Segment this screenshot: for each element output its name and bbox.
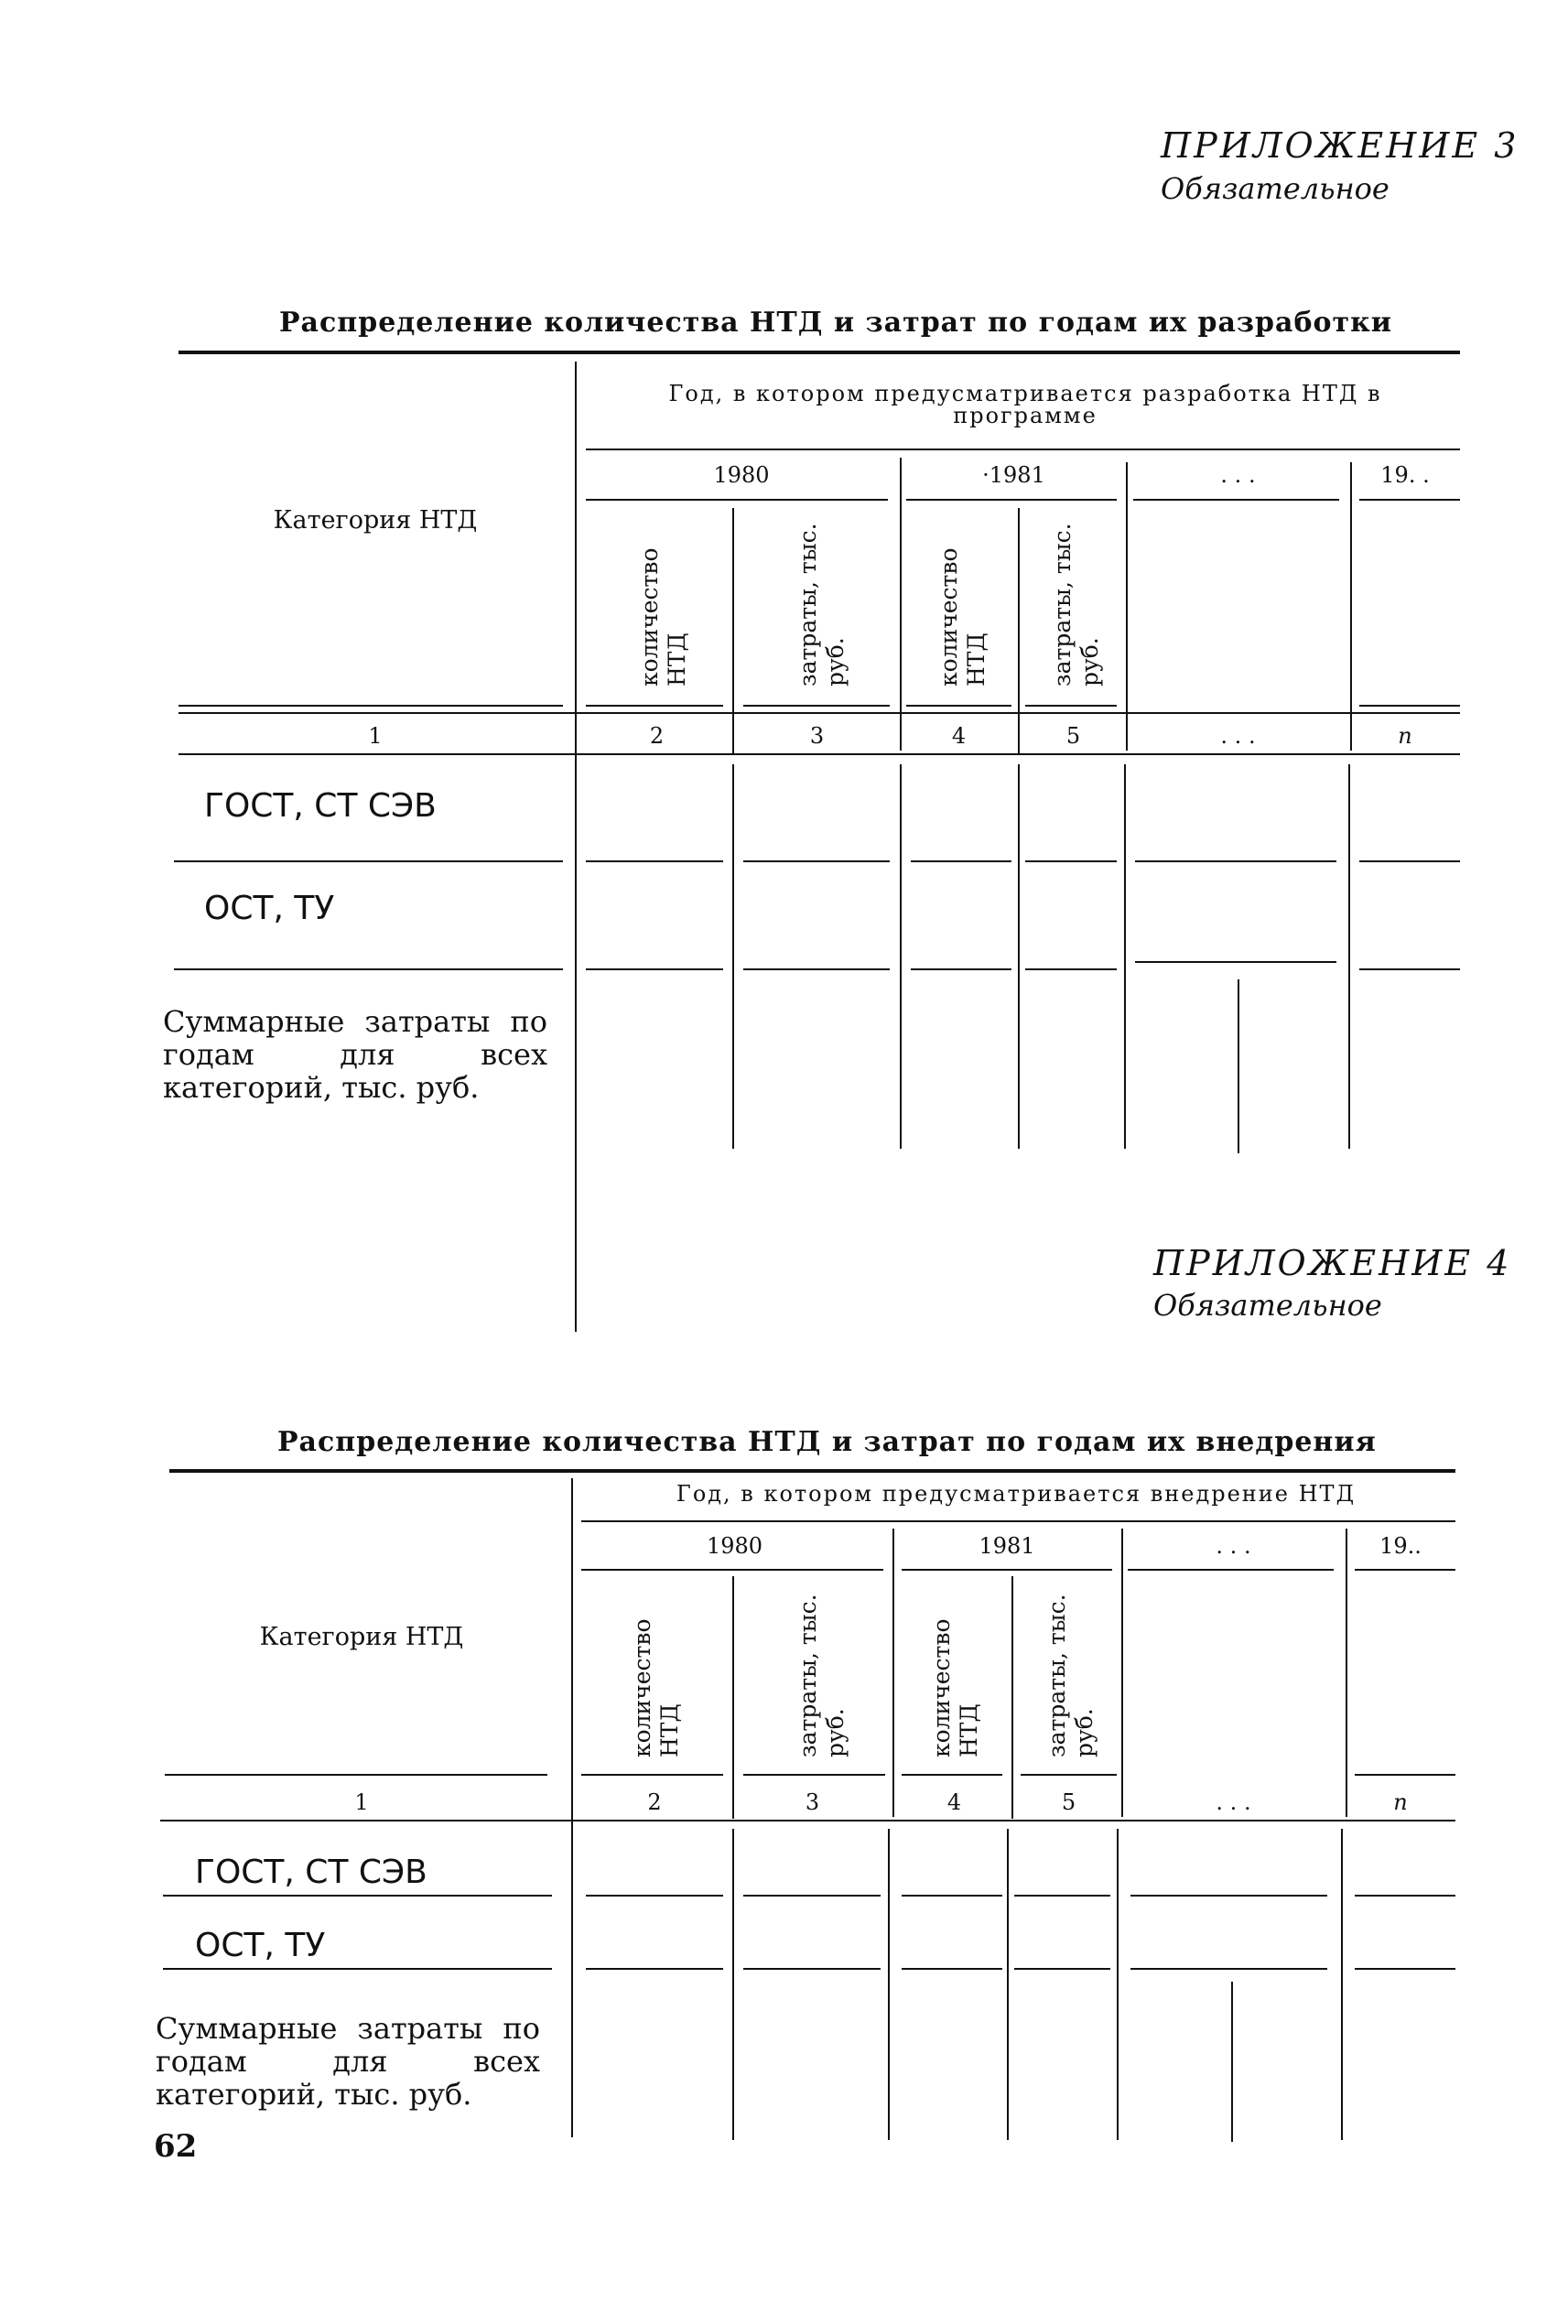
- category-header: Категория НТД: [273, 506, 478, 535]
- divider: [1011, 1576, 1013, 1819]
- divider: [1021, 1774, 1117, 1776]
- divider: [1341, 1829, 1343, 2140]
- divider: [1014, 1895, 1110, 1897]
- subheader-cost: затраты, тыс. руб.: [795, 1594, 849, 1757]
- col-num-3: 3: [805, 1789, 820, 1815]
- year-ellipsis: . . .: [1220, 462, 1256, 488]
- divider: [902, 1968, 1002, 1970]
- year-header-rule: [581, 1520, 1455, 1522]
- subheader-qty: количество НТД: [928, 1618, 982, 1757]
- appendix-4-status: Обязательное: [1153, 1288, 1382, 1323]
- appendix-3-heading: ПРИЛОЖЕНИЕ 3: [1161, 125, 1519, 166]
- divider: [892, 1529, 894, 1817]
- divider: [163, 1895, 552, 1897]
- divider: [1007, 1829, 1009, 2140]
- divider: [743, 1774, 885, 1776]
- year-group-header: Год, в котором предусматривается внедрение НТД: [676, 1481, 1357, 1507]
- divider: [1355, 1968, 1455, 1970]
- divider: [1231, 1982, 1233, 2142]
- appendix-3-title: Распределение количества НТД и затрат по годам их разработки: [279, 307, 1392, 339]
- divider: [586, 1895, 723, 1897]
- appendix-4-heading: ПРИЛОЖЕНИЕ 4: [1153, 1243, 1512, 1283]
- col-num-4: 4: [946, 1789, 962, 1815]
- year-1980: 1980: [706, 1533, 763, 1559]
- appendix-4-title: Распределение количества НТД и затрат по годам их внедрения: [277, 1426, 1377, 1458]
- year-1981: 1981: [979, 1533, 1035, 1559]
- col-num-n: n: [1398, 723, 1412, 749]
- col-num-2: 2: [647, 1789, 662, 1815]
- divider: [1121, 1529, 1123, 1817]
- divider: [1130, 1968, 1327, 1970]
- subheader-qty: количество НТД: [629, 1618, 683, 1757]
- appendix-3-status: Обязательное: [1161, 171, 1390, 206]
- divider: [160, 1820, 1455, 1821]
- year-group-header: Год, в котором предусматривается разработка НТД в программе: [668, 381, 1382, 428]
- row-label-ost: ОСТ, ТУ: [204, 890, 335, 927]
- divider: [1355, 1895, 1455, 1897]
- divider: [1346, 1529, 1347, 1817]
- col-num-5: 5: [1061, 1789, 1076, 1815]
- category-column-divider: [571, 1478, 573, 2137]
- col-num-4: 4: [951, 723, 967, 749]
- col-num-1: 1: [368, 723, 383, 749]
- divider: [1128, 1569, 1334, 1571]
- divider: [581, 1774, 723, 1776]
- row-label-total: Суммарные затраты по годам для всех категорий, тыс. руб.: [156, 2011, 540, 2112]
- page-number: 62: [154, 2128, 198, 2165]
- row-label-total: Суммарные затраты по годам для всех категорий, тыс. руб.: [163, 1004, 547, 1105]
- divider: [165, 1774, 547, 1776]
- divider: [581, 1569, 883, 1571]
- divider: [743, 1895, 881, 1897]
- divider: [902, 1569, 1112, 1571]
- divider: [586, 1968, 723, 1970]
- col-num-3: 3: [809, 723, 825, 749]
- divider: [1355, 1774, 1455, 1776]
- col-num-ellipsis: . . .: [1216, 1789, 1251, 1815]
- divider: [1014, 1968, 1110, 1970]
- year-19xx: 19..: [1379, 1533, 1422, 1559]
- category-header: Категория НТД: [259, 1623, 464, 1651]
- table-top-rule: [169, 1469, 1455, 1473]
- divider: [1130, 1895, 1327, 1897]
- year-1981: ·1981: [982, 462, 1045, 488]
- row-label-gost: ГОСТ, СТ СЭВ: [204, 787, 437, 825]
- subheader-cost: затраты, тыс. руб.: [1049, 523, 1103, 686]
- divider: [732, 1576, 734, 1819]
- divider: [732, 1829, 734, 2140]
- col-num-5: 5: [1065, 723, 1081, 749]
- col-num-ellipsis: . . .: [1220, 723, 1256, 749]
- subheader-qty: количество НТД: [935, 547, 989, 686]
- row-label-gost: ГОСТ, СТ СЭВ: [195, 1854, 427, 1891]
- year-1980: 1980: [713, 462, 770, 488]
- subheader-cost: затраты, тыс. руб.: [795, 523, 849, 686]
- year-ellipsis: . . .: [1216, 1533, 1251, 1559]
- subheader-cost: затраты, тыс. руб.: [1044, 1594, 1098, 1757]
- col-num-2: 2: [649, 723, 665, 749]
- divider: [743, 1968, 881, 1970]
- col-num-n: n: [1393, 1789, 1408, 1815]
- divider: [902, 1774, 1002, 1776]
- row-label-ost: ОСТ, ТУ: [195, 1927, 326, 1964]
- year-19xx: 19. .: [1380, 462, 1430, 488]
- divider: [163, 1968, 552, 1970]
- divider: [902, 1895, 1002, 1897]
- subheader-qty: количество НТД: [636, 547, 690, 686]
- col-num-1: 1: [354, 1789, 369, 1815]
- divider: [1117, 1829, 1119, 2140]
- divider: [888, 1829, 890, 2140]
- divider: [1355, 1569, 1455, 1571]
